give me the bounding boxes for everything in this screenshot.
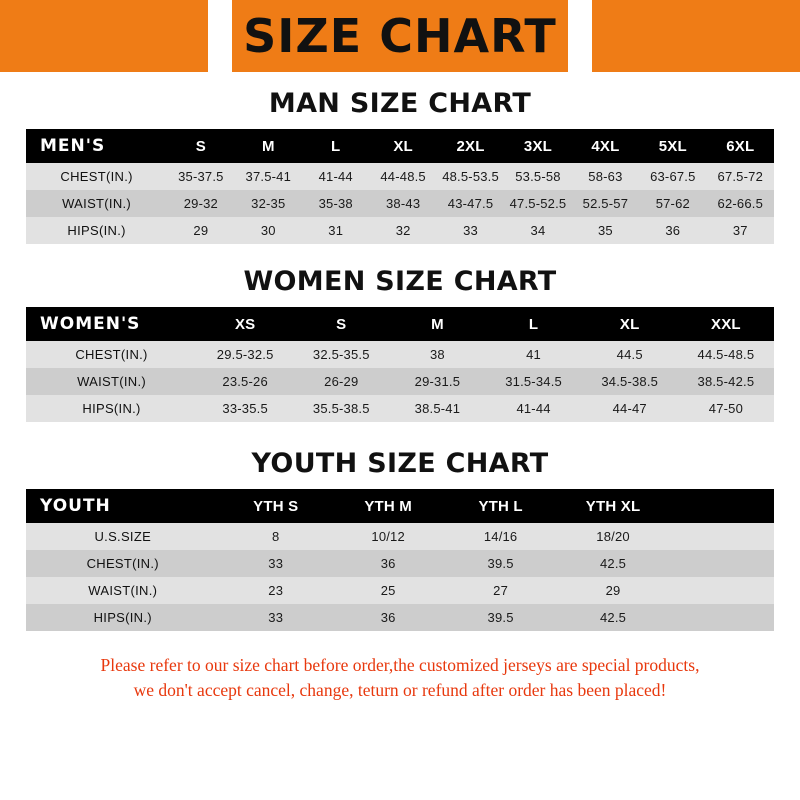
- youth-r3-c3: 42.5: [557, 604, 669, 631]
- men-r0-c8: 67.5-72: [707, 163, 774, 190]
- youth-col-3: YTH XL: [557, 489, 669, 523]
- youth-r1-c3: 42.5: [557, 550, 669, 577]
- men-r1-c5: 47.5-52.5: [504, 190, 571, 217]
- women-r1-c5: 38.5-42.5: [678, 368, 774, 395]
- youth-col-spacer: [669, 489, 774, 523]
- women-r1-c4: 34.5-38.5: [582, 368, 678, 395]
- youth-row-3-label: HIPS(IN.): [26, 604, 220, 631]
- men-col-6: 4XL: [572, 129, 639, 163]
- men-col-3: XL: [369, 129, 436, 163]
- table-row: [26, 550, 774, 577]
- men-r1-c0: 29-32: [167, 190, 234, 217]
- header-gap-right: [568, 0, 592, 72]
- women-r2-c0: 33-35.5: [197, 395, 293, 422]
- youth-r0-c0: 8: [220, 523, 332, 550]
- men-r0-c1: 37.5-41: [235, 163, 302, 190]
- men-col-0: S: [167, 129, 234, 163]
- youth-row-2-label: WAIST(IN.): [26, 577, 220, 604]
- youth-table-body: [26, 523, 774, 631]
- men-r0-c4: 48.5-53.5: [437, 163, 504, 190]
- men-row-0-label: CHEST(IN.): [26, 163, 167, 190]
- women-r2-c1: 35.5-38.5: [293, 395, 389, 422]
- footer-note: [26, 653, 774, 704]
- table-row: [26, 190, 774, 217]
- youth-r3-c0: 33: [220, 604, 332, 631]
- women-size-table: [26, 307, 774, 422]
- youth-r3-c1: 36: [332, 604, 444, 631]
- youth-r2-c0: 23: [220, 577, 332, 604]
- table-row: [26, 368, 774, 395]
- content-area: [0, 88, 800, 704]
- footer-note-line1: Please refer to our size chart before order,the customized jerseys are special products,: [100, 655, 700, 675]
- youth-r1-c2: 39.5: [444, 550, 556, 577]
- women-section-title: WOMEN SIZE CHART: [243, 266, 557, 297]
- men-col-7: 5XL: [639, 129, 706, 163]
- youth-r2-spacer: [669, 577, 774, 604]
- men-r2-c4: 33: [437, 217, 504, 244]
- youth-col-1: YTH M: [332, 489, 444, 523]
- youth-r2-c3: 29: [557, 577, 669, 604]
- youth-r0-c3: 18/20: [557, 523, 669, 550]
- men-table-body: [26, 163, 774, 244]
- women-table-head: [26, 307, 774, 341]
- men-r0-c7: 63-67.5: [639, 163, 706, 190]
- women-r0-c3: 41: [486, 341, 582, 368]
- women-table-body: [26, 341, 774, 422]
- men-r0-c2: 41-44: [302, 163, 369, 190]
- table-row: [26, 577, 774, 604]
- women-col-2: M: [389, 307, 485, 341]
- youth-r0-c2: 14/16: [444, 523, 556, 550]
- women-r0-c2: 38: [389, 341, 485, 368]
- women-row-1-label: WAIST(IN.): [26, 368, 197, 395]
- men-r2-c6: 35: [572, 217, 639, 244]
- youth-row-1-label: CHEST(IN.): [26, 550, 220, 577]
- men-r1-c3: 38-43: [369, 190, 436, 217]
- men-r0-c5: 53.5-58: [504, 163, 571, 190]
- youth-size-table: [26, 489, 774, 631]
- women-col-3: L: [486, 307, 582, 341]
- women-row-2-label: HIPS(IN.): [26, 395, 197, 422]
- men-r2-c2: 31: [302, 217, 369, 244]
- youth-r1-c1: 36: [332, 550, 444, 577]
- table-row: [26, 523, 774, 550]
- table-row: [26, 163, 774, 190]
- youth-r0-spacer: [669, 523, 774, 550]
- men-size-table: [26, 129, 774, 244]
- women-r2-c3: 41-44: [486, 395, 582, 422]
- men-r1-c2: 35-38: [302, 190, 369, 217]
- men-section-title: MAN SIZE CHART: [268, 88, 532, 119]
- youth-col-2: YTH L: [444, 489, 556, 523]
- men-corner-label: MEN'S: [26, 129, 167, 163]
- youth-row-0-label: U.S.SIZE: [26, 523, 220, 550]
- women-r2-c4: 44-47: [582, 395, 678, 422]
- men-col-1: M: [235, 129, 302, 163]
- men-r2-c8: 37: [707, 217, 774, 244]
- youth-section-title: YOUTH SIZE CHART: [251, 448, 549, 479]
- youth-r3-spacer: [669, 604, 774, 631]
- women-r1-c0: 23.5-26: [197, 368, 293, 395]
- men-r0-c6: 58-63: [572, 163, 639, 190]
- men-col-8: 6XL: [707, 129, 774, 163]
- footer-note-line2: we don't accept cancel, change, teturn or refund after order has been placed!: [133, 680, 667, 701]
- women-r2-c5: 47-50: [678, 395, 774, 422]
- women-r0-c0: 29.5-32.5: [197, 341, 293, 368]
- women-r0-c5: 44.5-48.5: [678, 341, 774, 368]
- women-r0-c1: 32.5-35.5: [293, 341, 389, 368]
- youth-r1-spacer: [669, 550, 774, 577]
- women-col-4: XL: [582, 307, 678, 341]
- table-row: [26, 604, 774, 631]
- women-col-5: XXL: [678, 307, 774, 341]
- youth-r3-c2: 39.5: [444, 604, 556, 631]
- women-r1-c1: 26-29: [293, 368, 389, 395]
- youth-r0-c1: 10/12: [332, 523, 444, 550]
- women-corner-label: WOMEN'S: [26, 307, 197, 341]
- women-r0-c4: 44.5: [582, 341, 678, 368]
- table-header-row: [26, 307, 774, 341]
- men-r1-c7: 57-62: [639, 190, 706, 217]
- women-col-1: S: [293, 307, 389, 341]
- men-r2-c0: 29: [167, 217, 234, 244]
- men-col-4: 2XL: [437, 129, 504, 163]
- table-row: [26, 341, 774, 368]
- men-r1-c8: 62-66.5: [707, 190, 774, 217]
- men-row-1-label: WAIST(IN.): [26, 190, 167, 217]
- women-row-0-label: CHEST(IN.): [26, 341, 197, 368]
- youth-r2-c2: 27: [444, 577, 556, 604]
- table-header-row: [26, 129, 774, 163]
- youth-r1-c0: 33: [220, 550, 332, 577]
- page-title: SIZE CHART: [243, 9, 557, 63]
- men-col-2: L: [302, 129, 369, 163]
- men-r2-c3: 32: [369, 217, 436, 244]
- youth-r2-c1: 25: [332, 577, 444, 604]
- men-table-head: [26, 129, 774, 163]
- youth-corner-label: YOUTH: [26, 489, 220, 523]
- women-r1-c2: 29-31.5: [389, 368, 485, 395]
- men-r1-c4: 43-47.5: [437, 190, 504, 217]
- men-r0-c0: 35-37.5: [167, 163, 234, 190]
- table-row: [26, 217, 774, 244]
- women-col-0: XS: [197, 307, 293, 341]
- men-r2-c7: 36: [639, 217, 706, 244]
- table-row: [26, 395, 774, 422]
- women-r2-c2: 38.5-41: [389, 395, 485, 422]
- men-r0-c3: 44-48.5: [369, 163, 436, 190]
- men-row-2-label: HIPS(IN.): [26, 217, 167, 244]
- youth-col-0: YTH S: [220, 489, 332, 523]
- men-r2-c1: 30: [235, 217, 302, 244]
- header-banner: [0, 0, 800, 72]
- header-gap-left: [208, 0, 232, 72]
- women-r1-c3: 31.5-34.5: [486, 368, 582, 395]
- table-header-row: [26, 489, 774, 523]
- youth-table-head: [26, 489, 774, 523]
- men-col-5: 3XL: [504, 129, 571, 163]
- men-r2-c5: 34: [504, 217, 571, 244]
- men-r1-c1: 32-35: [235, 190, 302, 217]
- men-r1-c6: 52.5-57: [572, 190, 639, 217]
